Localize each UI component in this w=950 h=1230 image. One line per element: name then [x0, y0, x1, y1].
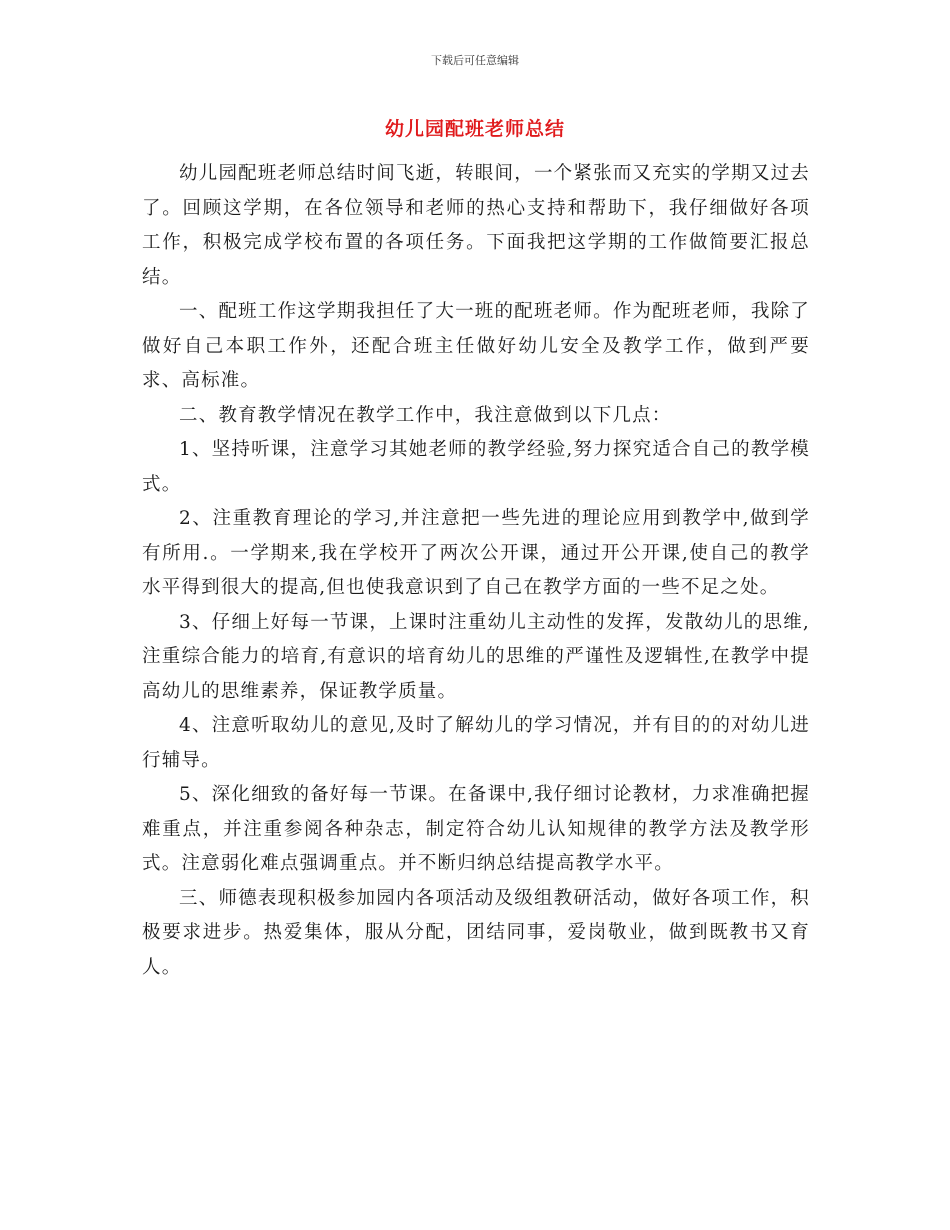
paragraph-point-2: 2、注重教育理论的学习,并注意把一些先进的理论应用到教学中,做到学有所用.。一学期来,我在学校开了两次公开课，通过开公开课,使自己的教学水平得到很大的提高,但也使我意识到了自己在教学方面的一些不足之处。: [142, 508, 810, 598]
paragraph-section-3: 三、师德表现积极参加园内各项活动及级组教研活动，做好各项工作，积极要求进步。热爱集体，服从分配，团结同事，爱岗敬业，做到既教书又育人。: [142, 887, 810, 978]
document-body: [142, 157, 810, 985]
paragraph-point-1: 1、坚持听课，注意学习其她老师的教学经验,努力探究适合自己的教学模式。: [142, 439, 810, 495]
document-title: 幼儿园配班老师总结: [384, 118, 565, 140]
paragraph-point-3: 3、仔细上好每一节课，上课时注重幼儿主动性的发挥，发散幼儿的思维,注重综合能力的培育,有意识的培育幼儿的思维的严谨性及逻辑性,在教学中提高幼儿的思维素养，保证教学质量。: [142, 611, 810, 702]
header-note: 下载后可任意编辑: [431, 54, 519, 67]
paragraph-section-2: 二、教育教学情况在教学工作中，我注意做到以下几点：: [179, 404, 672, 426]
paragraph-intro: 幼儿园配班老师总结时间飞逝，转眼间，一个紧张而又充实的学期又过去了。回顾这学期，在各位领导和老师的热心支持和帮助下，我仔细做好各项工作，积极完成学校布置的各项任务。下面我把这学期的工作做简要汇报总结。: [142, 163, 810, 288]
paragraph-point-5: 5、深化细致的备好每一节课。在备课中,我仔细讨论教材，力求准确把握难重点，并注重参阅各种杂志，制定符合幼儿认知规律的教学方法及教学形式。注意弱化难点强调重点。并不断归纳总结提高教学水平。: [142, 784, 810, 874]
paragraph-point-4: 4、注意听取幼儿的意见,及时了解幼儿的学习情况，并有目的的对幼儿进行辅导。: [142, 715, 810, 771]
paragraph-section-1: 一、配班工作这学期我担任了大一班的配班老师。作为配班老师，我除了做好自己本职工作外，还配合班主任做好幼儿安全及教学工作，做到严要求、高标准。: [142, 301, 810, 391]
